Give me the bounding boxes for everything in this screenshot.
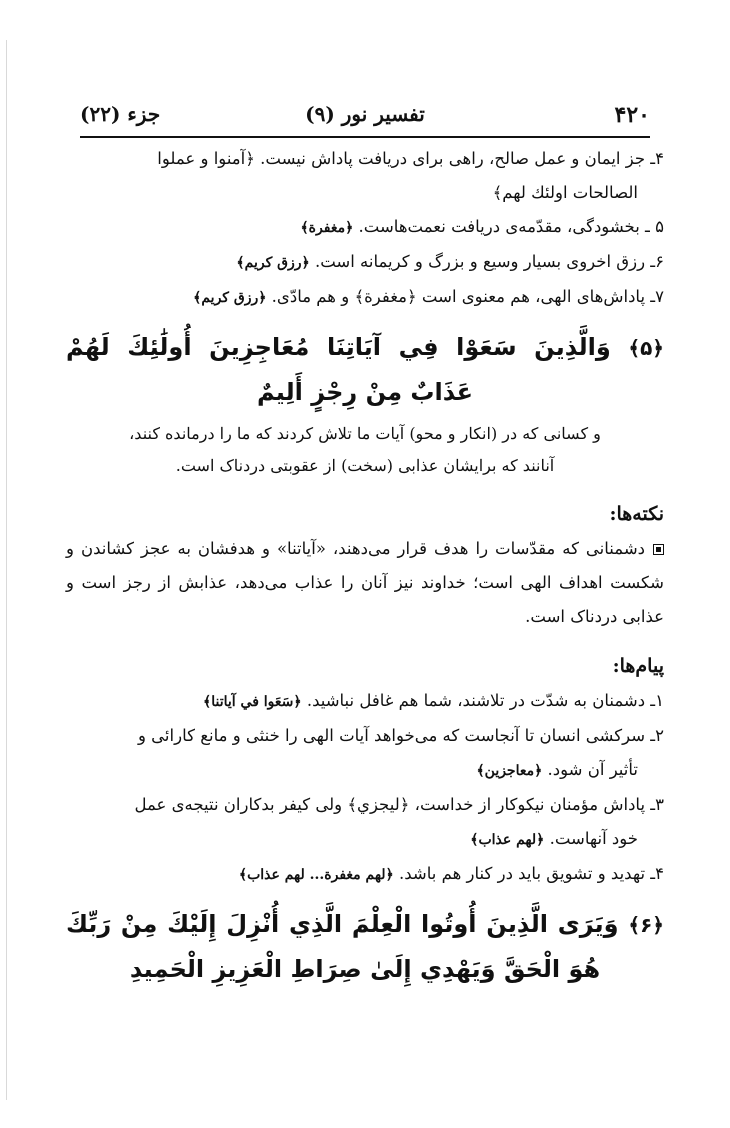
list-item xyxy=(66,245,664,280)
list-item-text: تأثیر آن شود. xyxy=(542,760,638,779)
header-divider xyxy=(80,136,650,138)
list-item-text: ۶ـ رزق اخروی بسیار وسیع و بزرگ و کریمانه است. xyxy=(309,252,664,271)
list-item xyxy=(66,719,664,788)
verse-text: وَالَّذِينَ سَعَوْا فِي آيَاتِنَا مُعَاجِزِينَ أُولَٰئِكَ لَهُمْ عَذَابٌ مِنْ رِجْزٍ أَلِيمٌ xyxy=(66,333,611,406)
list-item xyxy=(66,142,664,210)
quran-reference: ﴿لهم عذاب﴾ xyxy=(470,832,545,848)
note-paragraph xyxy=(66,532,664,634)
list-item-line: الصالحات اولئك لهم﴾ xyxy=(492,183,638,202)
book-title: تفسیر نور (۹) xyxy=(305,102,425,126)
list-item xyxy=(66,788,664,857)
list-item-line xyxy=(66,753,664,788)
verse-5-translation xyxy=(66,418,664,482)
note-text: دشمنانی که مقدّسات را هدف قرار می‌دهند، «آیاتنا» و هدفشان به عجز کشاندن و شکست اهداف الهی است؛ خداوند نیز آنان را عذاب می‌دهد، عذابش از رجز است و عذابی دردناک است. xyxy=(66,539,664,626)
scan-edge-line xyxy=(6,40,7,1100)
verse-number: ﴿۵﴾ xyxy=(628,336,665,360)
quran-reference: ﴿مغفرة﴾ xyxy=(300,220,354,236)
translation-line: آنانند که برایشان عذابی (سخت) از عقوبتی دردناک است. xyxy=(175,456,555,475)
list-item-line xyxy=(66,822,664,857)
page-content xyxy=(66,142,664,991)
quran-reference: ﴿معاجزين﴾ xyxy=(476,763,543,779)
page-number: ۴۲۰ xyxy=(614,102,650,128)
list-item-text: ۴ـ تهدید و تشویق باید در کنار هم باشد. xyxy=(393,864,664,883)
list-item xyxy=(66,280,664,315)
list-item-text: ۷ـ پاداش‌های الهی، هم معنوی است ﴿مغفرة﴾ و هم مادّی. xyxy=(266,287,664,306)
list-item xyxy=(66,684,664,719)
quran-reference: ﴿سَعَوا في آياتنا﴾ xyxy=(203,694,302,710)
list-item-text: ۱ـ دشمنان به شدّت در تلاشند، شما هم غافل نباشید. xyxy=(301,691,664,710)
verse-6 xyxy=(66,902,664,991)
quran-reference: ﴿رزق كريم﴾ xyxy=(236,255,310,271)
verse-5 xyxy=(66,325,664,414)
verse-text: وَيَرَى الَّذِينَ أُوتُوا الْعِلْمَ الَّذِي أُنْزِلَ إِلَيْكَ مِنْ رَبِّكَ هُوَ الْحَقَّ وَيَهْدِي إِلَىٰ صِرَاطِ الْعَزِيزِ الْحَمِيدِ xyxy=(66,910,619,983)
list-item-line: ۴ـ جز ایمان و عمل صالح، راهی برای دریافت پاداش نیست. ﴿آمنوا و عملوا xyxy=(157,149,664,168)
messages-heading: پیام‌ها: xyxy=(612,655,664,677)
list-item-text: خود آنهاست. xyxy=(544,829,638,848)
verse-number: ﴿۶﴾ xyxy=(628,913,664,937)
list-item-line: ۲ـ سرکشی انسان تا آنجاست که می‌خواهد آیات الهی را خنثی و مانع کارائی و xyxy=(137,726,664,745)
list-item-line: ۳ـ پاداش مؤمنان نیکوکار از خداست، ﴿ليجزي﴾ ولی کیفر بدکاران نتیجه‌ی عمل xyxy=(134,795,664,814)
quran-reference: ﴿رزق كريم﴾ xyxy=(193,290,267,306)
juz-label: جزء (۲۲) xyxy=(80,102,161,126)
page-header xyxy=(80,100,650,136)
list-item-text: ۵ ـ بخشودگی، مقدّمه‌ی دریافت نعمت‌هاست. xyxy=(353,217,664,236)
list-item xyxy=(66,857,664,892)
notes-heading: نکته‌ها: xyxy=(609,503,664,525)
bullet-square-icon xyxy=(653,544,664,555)
translation-line: و کسانی که در (انکار و محو) آیات ما تلاش کردند که ما را درمانده کنند، xyxy=(129,424,601,443)
list-item xyxy=(66,210,664,245)
quran-reference: ﴿لهم مغفرة... لهم عذاب﴾ xyxy=(238,867,394,883)
